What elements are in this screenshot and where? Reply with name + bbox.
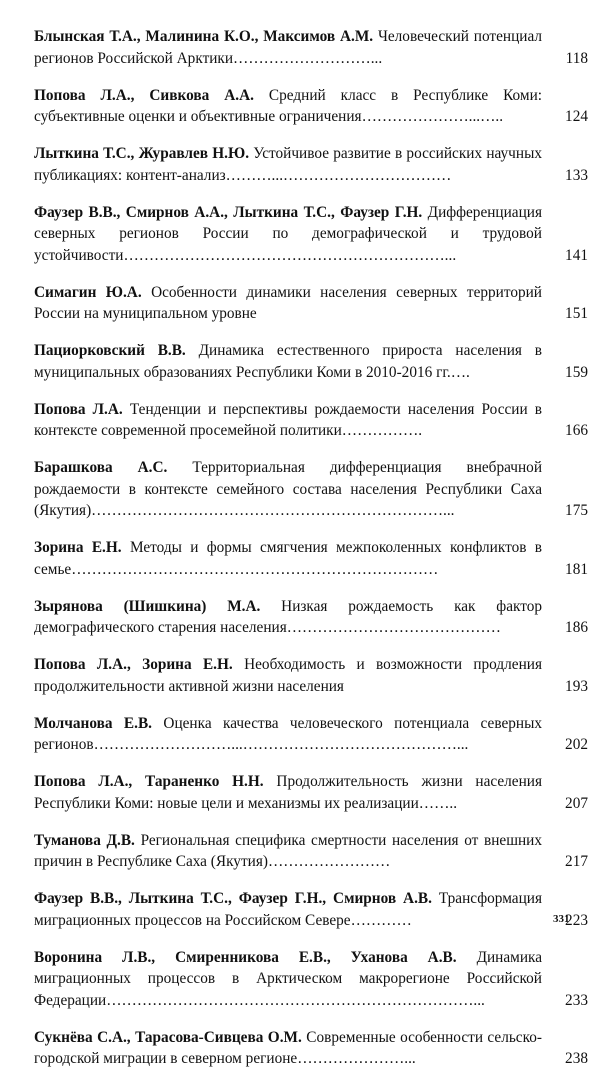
toc-entry-page: 207: [565, 794, 588, 812]
toc-entry-title: Региональная специфика смертности населения от внешних причин в Республике Саха (Якутия)……………………: [34, 831, 542, 870]
toc-entry: [34, 85, 588, 128]
toc-entry-page: 141: [565, 246, 588, 264]
toc-entry-authors: Фаузер В.В., Смирнов А.А., Лыткина Т.С., Фаузер Г.Н.: [34, 203, 423, 221]
toc-entry-title: Необходимость и возможности продления продолжительности активной жизни населения: [34, 656, 543, 695]
toc-entry-text: [34, 596, 542, 639]
toc-entry-authors: Попова Л.А., Сивкова А.А.: [34, 86, 254, 104]
toc-entry-page: 238: [565, 1050, 588, 1067]
toc-entry-authors: Попова Л.А., Зорина Е.Н.: [34, 656, 233, 673]
toc-entry-title: Современные особенности сельско-городской миграции в северном регионе…………………...: [34, 1028, 542, 1067]
toc-entry-page: 124: [565, 108, 588, 125]
toc-entry-page: 118: [565, 49, 588, 67]
toc-entry-authors: Молчанова Е.В.: [34, 714, 152, 732]
toc-entry-text: [34, 399, 542, 442]
toc-entry-title: Особенности динамики населения северных территорий России на муниципальном уровне: [34, 283, 542, 322]
toc-entry-text: [34, 888, 542, 931]
toc-entry-text: [34, 1027, 542, 1070]
toc-entry-title: Трансформация миграционных процессов на Российском Севере…………: [34, 890, 542, 929]
toc-entry: [34, 947, 588, 1012]
toc-entry-authors: Сукнёва С.А., Тарасова-Сивцева О.М.: [34, 1028, 302, 1046]
toc-entry: [34, 340, 588, 383]
page-number: 331: [553, 913, 570, 925]
toc-entry-text: [34, 537, 542, 580]
toc-entry-text: [34, 771, 542, 814]
toc-entry-title: Динамика миграционных процессов в Арктическом макрорегионе Российской Федерации………………………………………………………………...: [34, 948, 543, 1009]
toc-entry-authors: Туманова Д.В.: [34, 831, 135, 849]
toc-entry-text: [34, 202, 542, 267]
table-of-contents: [34, 26, 588, 1085]
toc-entry-title: Низкая рождаемость как фактор демографического старения населения……………………………………: [34, 597, 542, 636]
toc-entry: [34, 596, 588, 639]
toc-entry: [34, 537, 588, 580]
toc-entry-page: 166: [565, 422, 588, 439]
toc-entry-page: 151: [565, 305, 588, 322]
toc-entry-authors: Зорина Е.Н.: [34, 539, 122, 556]
toc-entry-page: 202: [565, 736, 588, 753]
toc-entry-title: Динамика естественного прироста населения в муниципальных образованиях Республики Коми в 2010-2016 гг.….: [34, 342, 542, 381]
toc-entry-text: [34, 947, 542, 1012]
toc-entry-title: Территориальная дифференциация внебрачной рождаемости в контексте семейного состава населения Республики Саха (Якутия)……………………………………………………………...: [34, 459, 543, 519]
toc-entry-text: [34, 26, 542, 69]
toc-entry-page: 159: [565, 363, 588, 381]
toc-entry-page: 175: [565, 502, 588, 519]
toc-entry-page: 233: [565, 991, 588, 1009]
toc-entry-page: 133: [565, 166, 588, 184]
toc-entry-page: 193: [565, 677, 588, 695]
toc-entry-authors: Лыткина Т.С., Журавлев Н.Ю.: [34, 145, 250, 162]
toc-entry-authors: Попова Л.А., Тараненко Н.Н.: [34, 773, 264, 790]
toc-entry-title: Устойчивое развитие в российских научных публикациях: контент-анализ………...……………………………: [34, 145, 542, 184]
toc-entry-authors: Попова Л.А.: [34, 400, 123, 418]
toc-entry: [34, 399, 588, 442]
toc-entry: [34, 654, 588, 697]
toc-entry-title: Методы и формы смягчения межпоколенных конфликтов в семье………………………………………………………………: [34, 539, 542, 578]
toc-entry: [34, 143, 588, 186]
toc-entry-title: Оценка качества человеческого потенциала северных регионов………………………...……………………………………...: [34, 714, 542, 753]
toc-entry: [34, 282, 588, 325]
toc-entry-text: [34, 457, 542, 522]
toc-entry-authors: Зырянова (Шишкина) М.А.: [34, 597, 261, 615]
toc-entry: [34, 26, 588, 69]
toc-entry-page: 217: [565, 853, 588, 870]
toc-entry-text: [34, 85, 542, 128]
toc-entry-authors: Пациорковский В.В.: [34, 342, 186, 359]
toc-entry-page: 186: [565, 619, 588, 636]
toc-entry: [34, 1027, 588, 1070]
toc-entry-text: [34, 713, 542, 756]
toc-entry-text: [34, 282, 542, 325]
toc-entry-title: Человеческий потенциал регионов Российской Арктики………………………...: [34, 28, 543, 67]
toc-entry: [34, 713, 588, 756]
toc-entry-title: Продолжительность жизни населения Республики Коми: новые цели и механизмы их реализации……..: [34, 773, 542, 812]
toc-entry-authors: Барашкова А.С.: [34, 459, 168, 476]
toc-entry-authors: Симагин Ю.А.: [34, 283, 142, 301]
toc-entry-title: Средний класс в Республике Коми: субъективные оценки и объективные ограничения…………………...…..: [34, 86, 542, 125]
toc-entry-authors: Блынская Т.А., Малинина К.О., Максимов А.М.: [34, 28, 374, 45]
toc-entry-title: Тенденции и перспективы рождаемости населения России в контексте современной просемейной политики…………….: [34, 400, 542, 439]
toc-entry-authors: Воронина Л.В., Смиренникова Е.В., Уханова А.В.: [34, 948, 457, 966]
toc-entry-page: 181: [565, 560, 588, 578]
toc-entry-text: [34, 830, 542, 873]
toc-entry-title: Дифференциация северных регионов России по демографической и трудовой устойчивости………………………………………………………...: [34, 203, 542, 264]
toc-entry: [34, 202, 588, 267]
toc-entry: [34, 888, 588, 931]
toc-entry-text: [34, 143, 542, 186]
toc-entry: [34, 830, 588, 873]
toc-entry-text: [34, 654, 542, 697]
toc-entry: [34, 457, 588, 522]
toc-entry: [34, 771, 588, 814]
toc-entry-authors: Фаузер В.В., Лыткина Т.С., Фаузер Г.Н., Смирнов А.В.: [34, 890, 432, 907]
toc-entry-text: [34, 340, 542, 383]
toc-entry-page: 223: [565, 911, 588, 929]
